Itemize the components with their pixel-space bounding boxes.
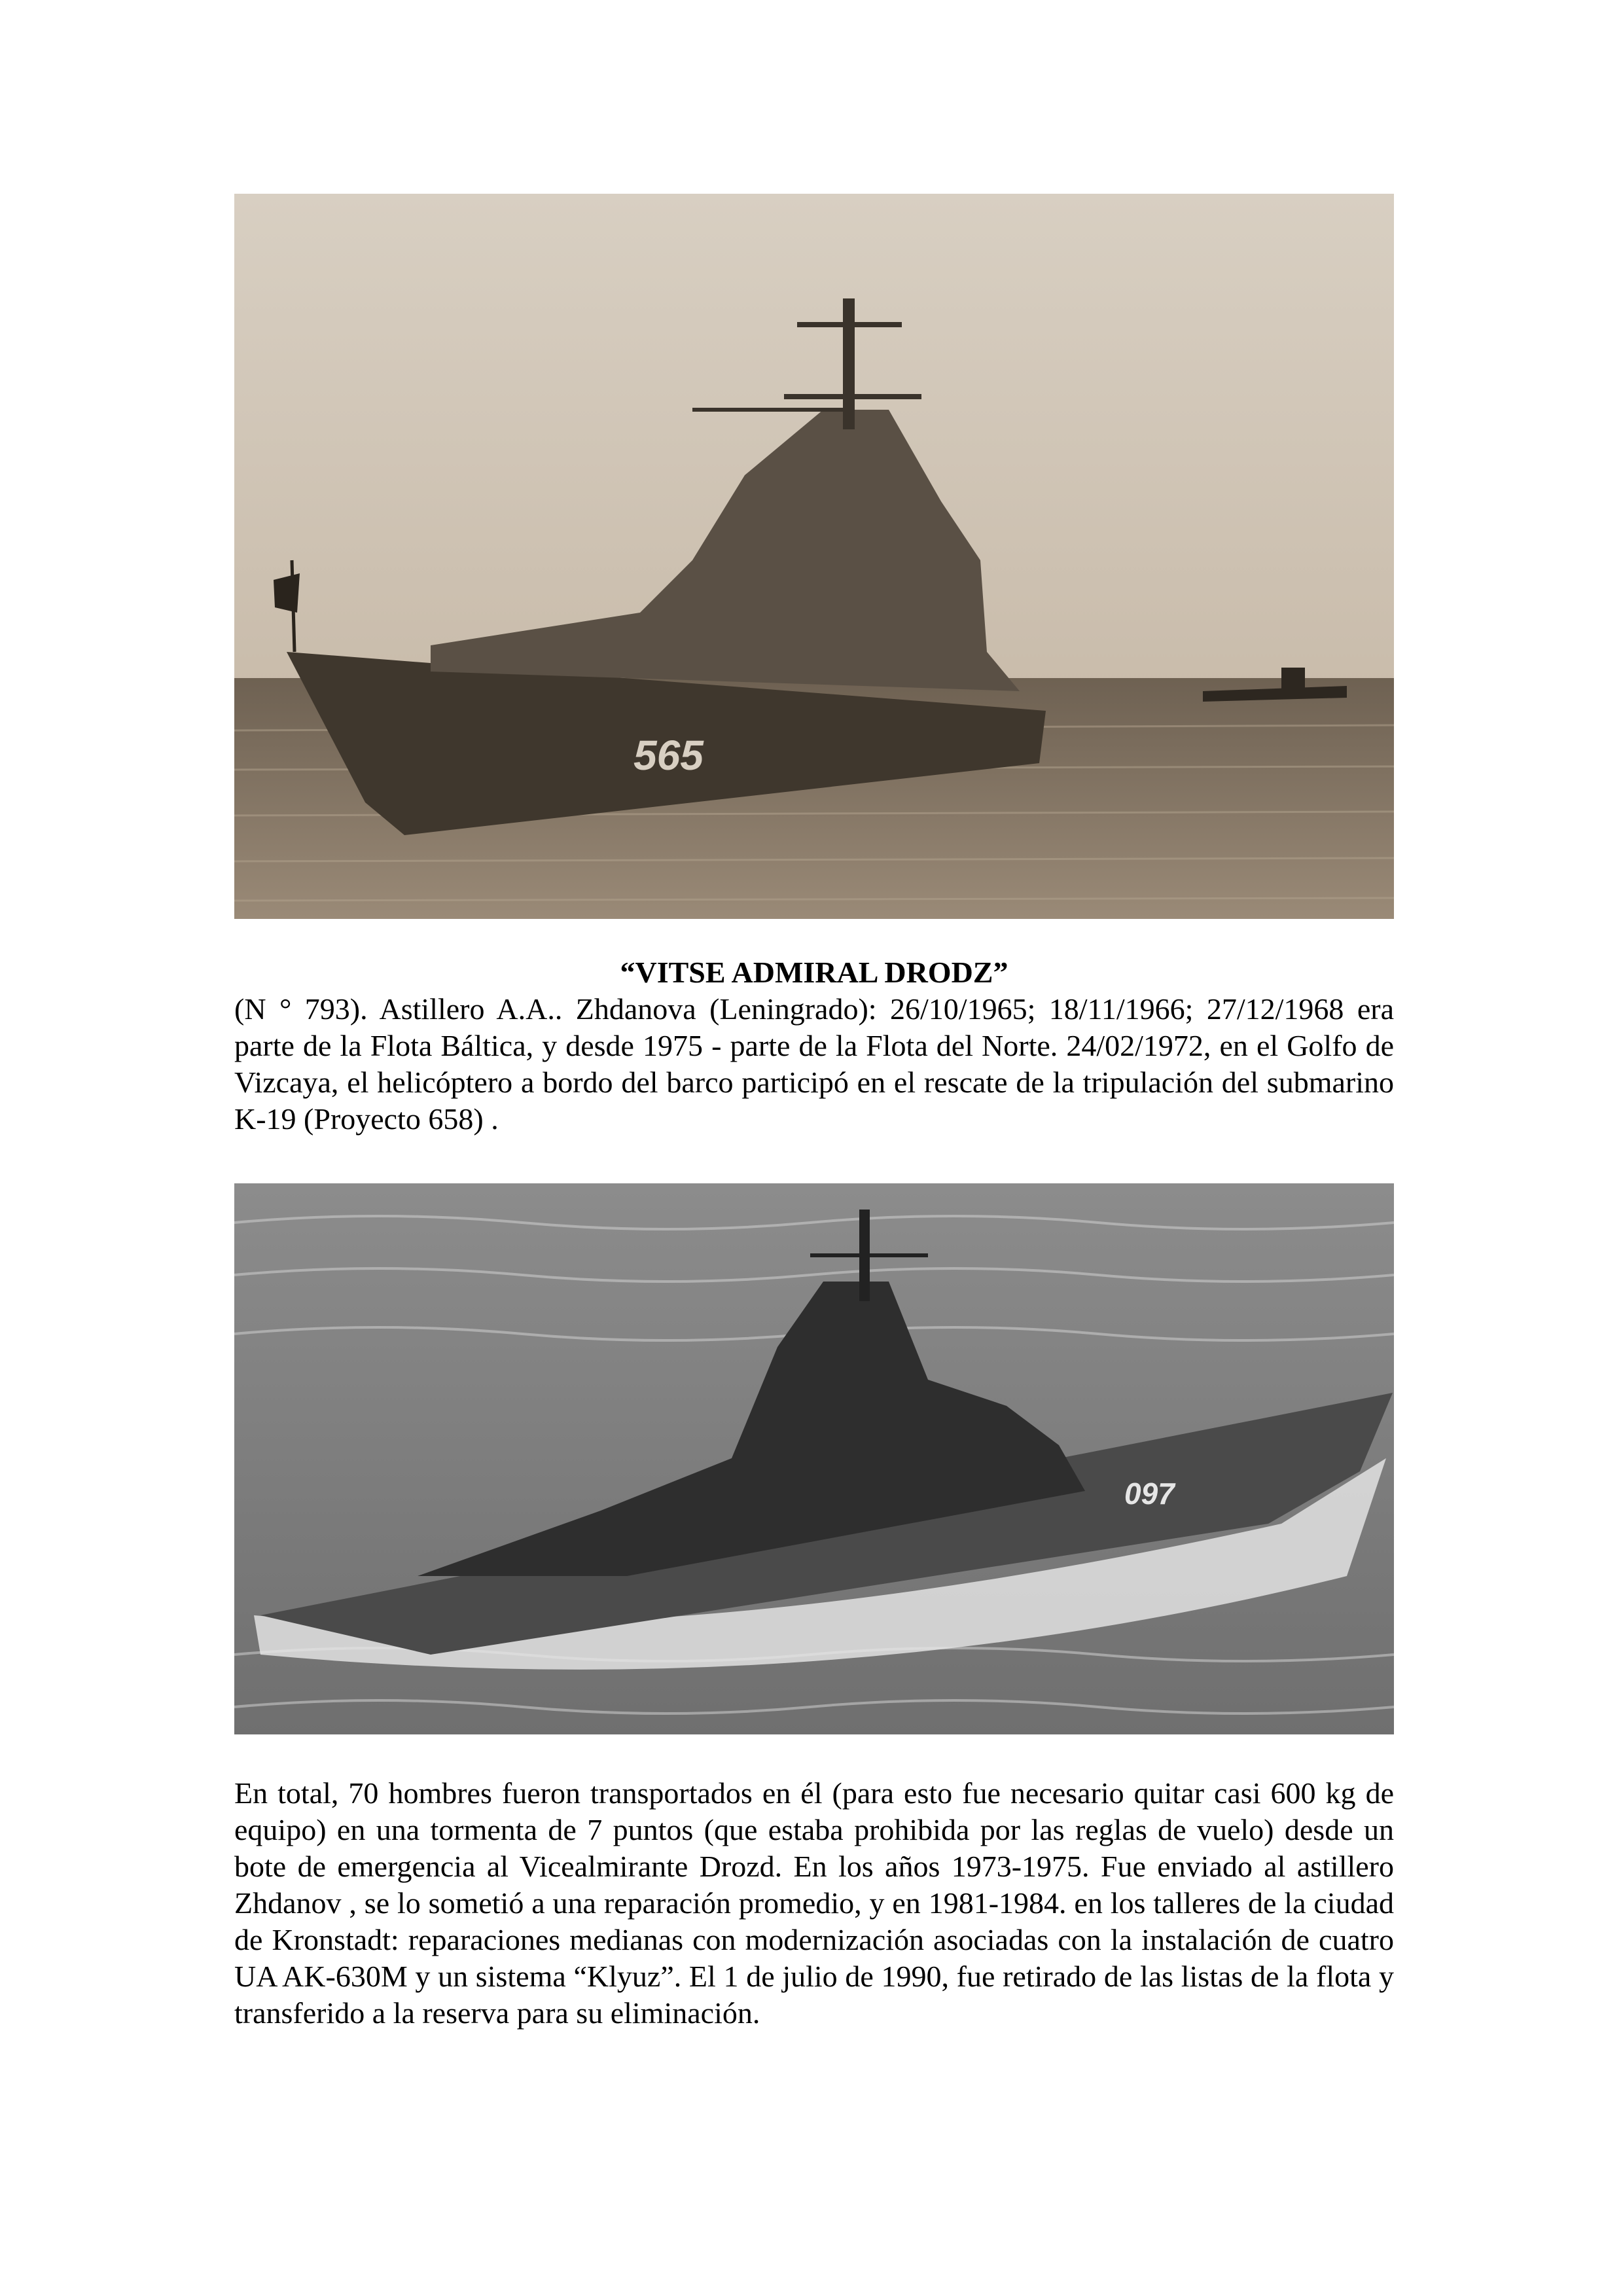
photo-cruiser-097-image: [234, 1183, 1394, 1734]
ship-title: “VITSE ADMIRAL DRODZ”: [620, 956, 1008, 989]
hull-number-565: 565: [633, 732, 704, 779]
photo-cruiser-097: [234, 1183, 1394, 1734]
flag: [274, 573, 300, 613]
photo-cruiser-565: [234, 194, 1394, 919]
photo-cruiser-565-image: [234, 194, 1394, 919]
paragraph-history: (N ° 793). Astillero A.A.. Zhdanova (Leningrado): 26/10/1965; 18/11/1966; 27/12/1968 era parte de la Flota Báltica, y desde 1975 - parte de la Flota del Norte. 24/02/1972, en el Golfo de Vizcaya, el helicóptero a bordo del barco participó en el rescate de la tripulación del submarino K-19 (Proyecto 658) .: [234, 992, 1394, 1136]
hull-number-097: 097: [1124, 1477, 1175, 1511]
paragraph-rescue-and-fate: En total, 70 hombres fueron transportados en él (para esto fue necesario quitar casi 600 kg de equipo) en una tormenta de 7 puntos (que estaba prohibida por las reglas de vuelo) desde un bote de emergencia al Vicealmirante Drozd. En los años 1973-1975. Fue enviado al astillero Zhdanov , se lo sometió a una reparación promedio, y en 1981-1984. en los talleres de la ciudad de Kronstadt: reparaciones medianas con modernización asociadas con la instalación de cuatro UA AK-630M y un sistema “Klyuz”. El 1 de julio de 1990, fue retirado de las listas de la flota y transferido a la reserva para su eliminación.: [234, 1776, 1394, 2030]
